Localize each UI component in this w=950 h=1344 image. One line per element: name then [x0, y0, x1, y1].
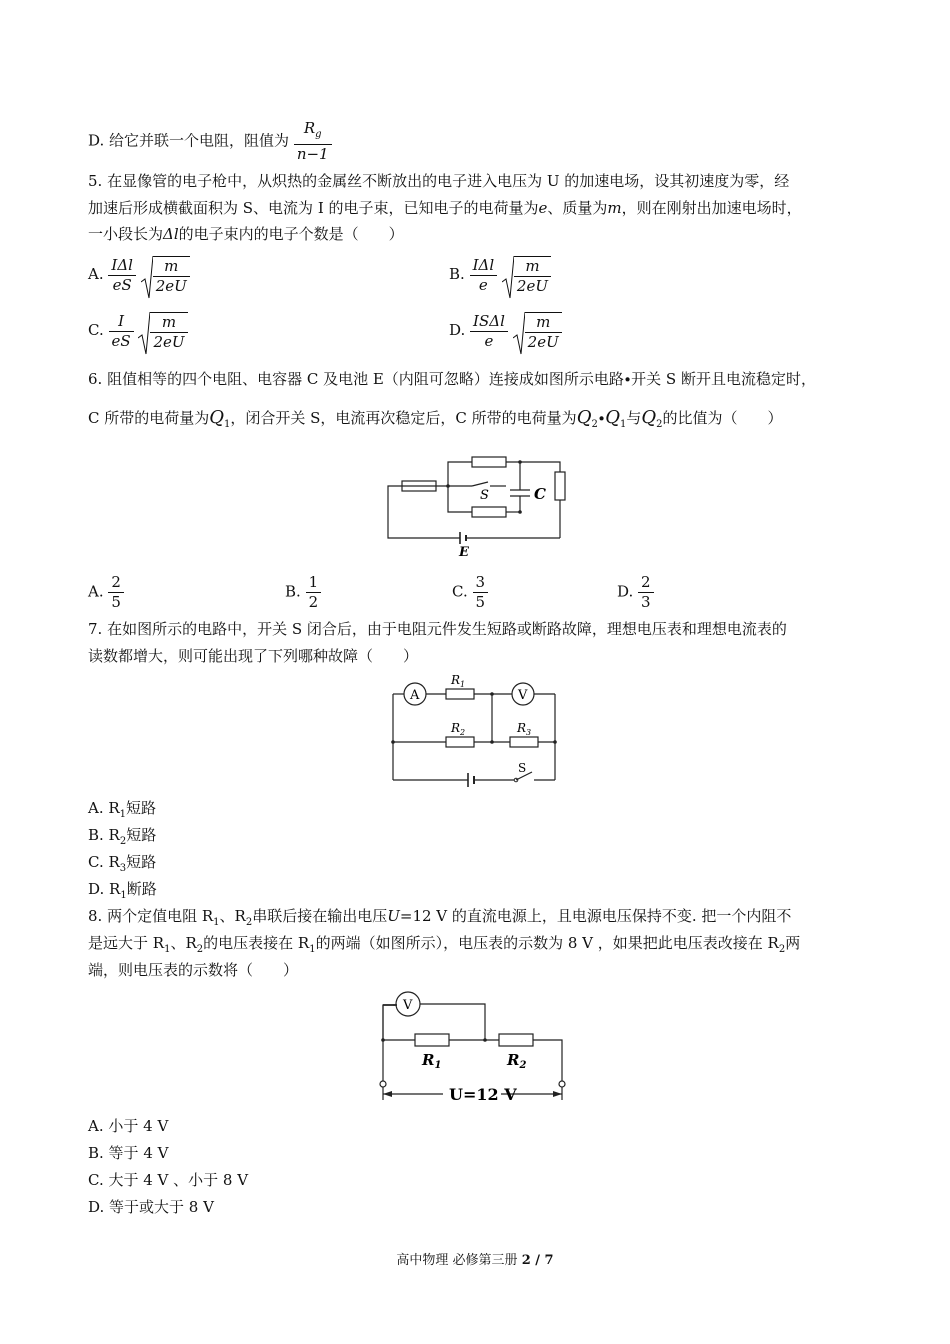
q7-option-b: B. $R_2$短路 — [88, 826, 157, 847]
q7-circuit-diagram — [380, 670, 570, 790]
page-footer: 高中物理 必修第三册 2 / 7 — [396, 1253, 554, 1268]
q5-option-d: D. $\frac{\text{ISΔl}}{e}$ $\frac{m}{2eU}$ — [449, 310, 562, 352]
q6-circuit-diagram — [380, 452, 580, 562]
q4d-fraction: $\frac{R_g}{n-1}$ — [294, 119, 332, 164]
q8-option-b: B. 等于 4 V — [88, 1144, 169, 1162]
q8-r1-label: $R_1$ — [422, 1051, 442, 1071]
q8-r2-label: $R_2$ — [507, 1051, 527, 1071]
q8-option-a: A. 小于 4 V — [88, 1117, 169, 1135]
q6-fig-label-e: E — [459, 545, 469, 560]
q4-option-d: D. 给它并联一个电阻，阻值为 $\frac{R_g}{n-1}$ — [88, 119, 332, 164]
q8-line2: 是远大于 $R_1$、$R_2$的电压表接在 $R_1$的两端（如图所示），电压表的示数为 8 V ，如果把此电压表改接在 $R_2$两 — [88, 934, 801, 955]
q5-option-a: A. $\frac{\text{IΔl}}{eS}$ $\frac{m}{2eU}$ — [88, 254, 190, 296]
q7-option-c: C. $R_3$短路 — [88, 853, 157, 874]
q7-r2-label: $R_2$ — [451, 721, 466, 737]
q6-line1: 6. 阻值相等的四个电阻、电容器 C 及电池 E（内阻可忽略）连接成如图所示电路∙开关 S 断开且电流稳定时， — [88, 370, 816, 388]
page-number: 2 / 7 — [521, 1253, 554, 1268]
q5-line3: 一小段长为Δl的电子束内的电子个数是（ ） — [88, 225, 404, 243]
q5-line2: 加速后形成横截面积为 S、电流为 I 的电子束，已知电子的电荷量为e、质量为m，则在刚射出加速电场时， — [88, 199, 802, 217]
q5-option-b: B. $\frac{\text{IΔl}}{e}$ $\frac{m}{2eU}$ — [449, 254, 551, 296]
q7-r1-label: $R_1$ — [451, 673, 466, 689]
q7-switch-label: S — [518, 761, 527, 775]
q8-voltmeter-label: V — [403, 998, 413, 1013]
q7-option-a: A. $R_1$短路 — [88, 799, 157, 820]
q8-option-d: D. 等于或大于 8 V — [88, 1198, 214, 1216]
q7-option-d: D. $R_1$断路 — [88, 880, 157, 901]
q7-r3-label: $R_3$ — [517, 721, 532, 737]
q6-option-c: C. $\frac{3}{5}$ — [452, 573, 488, 612]
q8-line3: 端，则电压表的示数将（ ） — [88, 961, 299, 979]
q5-line1: 5. 在显像管的电子枪中，从炽热的金属丝不断放出的电子进入电压为 U 的加速电场，设其初速度为零，经 — [88, 172, 790, 190]
q6-line2: C 所带的电荷量为$Q_1$，闭合开关 S，电流再次稳定后，C 所带的电荷量为$Q_2\cdot Q_1$与$Q_2$的比值为（ ） — [88, 407, 783, 430]
q7-line2: 读数都增大，则可能出现了下列哪种故障（ ） — [88, 647, 419, 665]
q8-circuit-diagram — [375, 990, 575, 1112]
q5-option-c: C. $\frac{I}{eS}$ $\frac{m}{2eU}$ — [88, 310, 188, 352]
q6-fig-label-c: C — [534, 485, 546, 503]
q8-voltage-label: U=12 V — [449, 1085, 517, 1104]
q6-option-d: D. $\frac{2}{3}$ — [617, 573, 654, 612]
q7-ammeter-label: A — [410, 688, 420, 703]
q8-option-c: C. 大于 4 V 、小于 8 V — [88, 1171, 249, 1189]
q7-voltmeter-label: V — [518, 688, 528, 703]
q6-fig-label-s: S — [480, 488, 489, 503]
q6-option-a: A. $\frac{2}{5}$ — [88, 573, 124, 612]
q7-line1: 7. 在如图所示的电路中，开关 S 闭合后，由于电阻元件发生短路或断路故障，理想电压表和理想电流表的 — [88, 620, 787, 638]
q8-line1: 8. 两个定值电阻 $R_1$、$R_2$串联后接在输出电压U=12 V 的直流电源上，且电源电压保持不变. 把一个内阻不 — [88, 907, 792, 928]
q6-option-b: B. $\frac{1}{2}$ — [285, 573, 321, 612]
